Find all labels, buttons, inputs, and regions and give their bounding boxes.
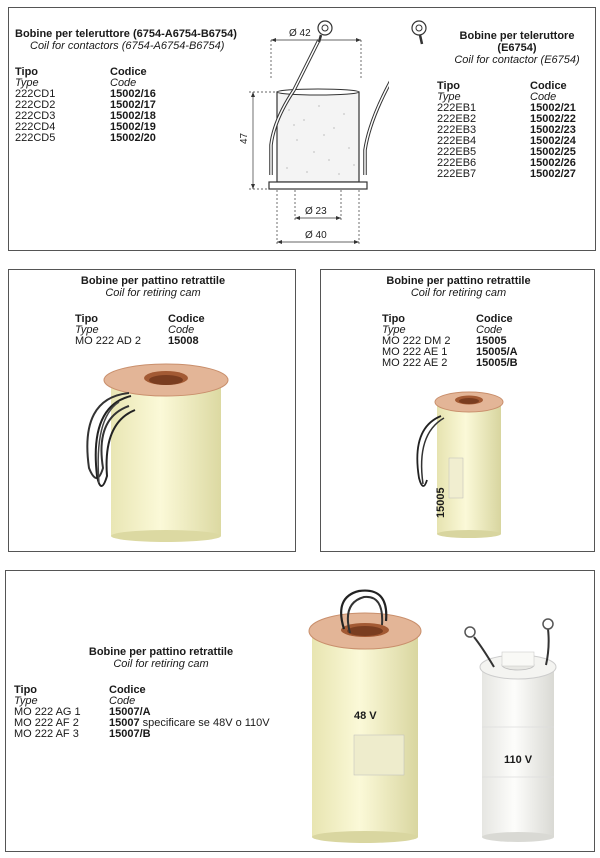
tipo-cell: 222CD2 — [15, 99, 56, 111]
tipo-cell: 222EB1 — [437, 102, 477, 114]
col-code: Code — [530, 91, 557, 103]
col-code: Code — [168, 324, 195, 336]
panel2-subtitle: Coil for retiring cam — [105, 287, 201, 299]
photo-label-15005: 15005 — [435, 487, 447, 518]
left-subtitle: Coil for contactors (6754-A6754-B6754) — [30, 40, 225, 52]
tipo-cell: MO 222 AF 3 — [14, 728, 79, 740]
col-codice: Codice — [476, 313, 513, 325]
coil-photo-110v — [454, 607, 589, 847]
photo-label-110v: 110 V — [504, 754, 533, 766]
col-tipo: Tipo — [437, 80, 461, 92]
panel3-title: Bobine per pattino retrattile — [386, 275, 531, 287]
coil-photo-15008 — [59, 358, 249, 548]
code-row — [382, 358, 518, 369]
right-code-table — [437, 81, 576, 180]
tipo-cell: MO 222 AE 1 — [382, 346, 448, 358]
codice-value: 15002/17 — [110, 99, 156, 111]
tipo-cell: 222CD3 — [15, 110, 56, 122]
left-title: Bobine per teleruttore (6754-A6754-B6754) — [15, 28, 237, 40]
panel2-code-table — [75, 314, 205, 347]
tipo-cell: MO 222 AE 2 — [382, 357, 448, 369]
codice-value: 15002/23 — [530, 124, 576, 136]
codice-value: 15005 — [476, 335, 507, 347]
col-codice: Codice — [530, 80, 567, 92]
col-code: Code — [109, 695, 136, 707]
tipo-cell: 222EB7 — [437, 168, 477, 180]
tipo-cell: MO 222 AF 2 — [14, 717, 79, 729]
col-type: Type — [382, 324, 406, 336]
col-tipo: Tipo — [15, 66, 39, 78]
codice-value: 15002/20 — [110, 132, 156, 144]
col-tipo: Tipo — [75, 313, 99, 325]
tipo-cell: 222CD1 — [15, 88, 56, 100]
panel2-title: Bobine per pattino retrattile — [80, 275, 226, 287]
dim-inner-label: Ø 23 — [305, 206, 327, 217]
tipo-cell: 222CD4 — [15, 121, 56, 133]
dim-top-label: Ø 42 — [289, 28, 311, 39]
right-title-2: (E6754) — [497, 42, 537, 54]
codice-value: 15002/26 — [530, 157, 576, 169]
coil-dimension-diagram — [219, 10, 389, 250]
code-row — [14, 729, 270, 740]
codice-cell — [110, 133, 156, 144]
tipo-cell: MO 222 AG 1 — [14, 706, 81, 718]
codice-value: 15002/22 — [530, 113, 576, 125]
col-type: Type — [15, 77, 39, 89]
col-codice: Codice — [168, 313, 205, 325]
codice-cell — [530, 169, 576, 180]
right-subtitle: Coil for contactor (E6754) — [454, 54, 580, 66]
code-row — [75, 336, 205, 347]
col-type: Type — [75, 324, 99, 336]
coil-photo-15005 — [411, 388, 521, 548]
right-spec-block — [437, 30, 597, 180]
code-row — [15, 133, 156, 144]
codice-value: 15002/18 — [110, 110, 156, 122]
tipo-cell: 222CD5 — [15, 132, 56, 144]
code-row — [437, 169, 576, 180]
col-tipo: Tipo — [14, 684, 38, 696]
dim-height-label: 47 — [239, 132, 250, 144]
col-code: Code — [476, 324, 503, 336]
codice-value: 15002/24 — [530, 135, 576, 147]
panel4-title: Bobine per pattino retrattile — [88, 646, 234, 658]
tipo-cell: 222EB6 — [437, 157, 477, 169]
terminal-ring-icon — [404, 14, 434, 54]
panel4-subtitle: Coil for retiring cam — [113, 658, 209, 670]
codice-value: 15002/21 — [530, 102, 576, 114]
panel-retiring-cam-dm2 — [320, 269, 595, 552]
codice-value: 15002/19 — [110, 121, 156, 133]
tipo-cell: MO 222 AD 2 — [75, 335, 142, 347]
codice-value: 15002/27 — [530, 168, 576, 180]
right-title: Bobine per teleruttore — [459, 30, 575, 42]
panel3-subtitle: Coil for retiring cam — [410, 287, 507, 299]
codice-value: 15005/B — [476, 357, 518, 369]
tipo-cell: 222EB5 — [437, 146, 477, 158]
tipo-cell: 222EB4 — [437, 135, 477, 147]
codice-value: 15005/A — [476, 346, 518, 358]
tipo-cell: 222EB2 — [437, 113, 477, 125]
panel-retiring-cam-ad2 — [8, 269, 296, 552]
photo-label-48v: 48 V — [354, 710, 377, 722]
col-code: Code — [110, 77, 137, 89]
coil-photo-48v — [304, 585, 429, 847]
col-type: Type — [437, 91, 461, 103]
codice-value: 15002/16 — [110, 88, 156, 100]
panel4-code-table — [14, 685, 270, 740]
codice-cell — [476, 358, 518, 369]
panel-contactor-coils — [8, 7, 596, 251]
tipo-cell: MO 222 DM 2 — [382, 335, 451, 347]
codice-value: 15002/25 — [530, 146, 576, 158]
codice-cell — [109, 729, 270, 740]
codice-cell — [168, 336, 205, 347]
col-tipo: Tipo — [382, 313, 406, 325]
dim-outer-label: Ø 40 — [305, 230, 327, 241]
codice-value: 15007/B — [109, 728, 151, 740]
panel-retiring-cam-ag1 — [5, 570, 595, 852]
codice-note: specificare se 48V o 110V — [139, 717, 270, 729]
codice-value: 15007/A — [109, 706, 151, 718]
tipo-cell: 222EB3 — [437, 124, 477, 136]
col-codice: Codice — [110, 66, 147, 78]
col-codice: Codice — [109, 684, 146, 696]
codice-value: 15007 — [109, 717, 140, 729]
panel3-code-table — [382, 314, 518, 369]
left-code-table — [15, 67, 156, 144]
col-type: Type — [14, 695, 38, 707]
codice-value: 15008 — [168, 335, 199, 347]
